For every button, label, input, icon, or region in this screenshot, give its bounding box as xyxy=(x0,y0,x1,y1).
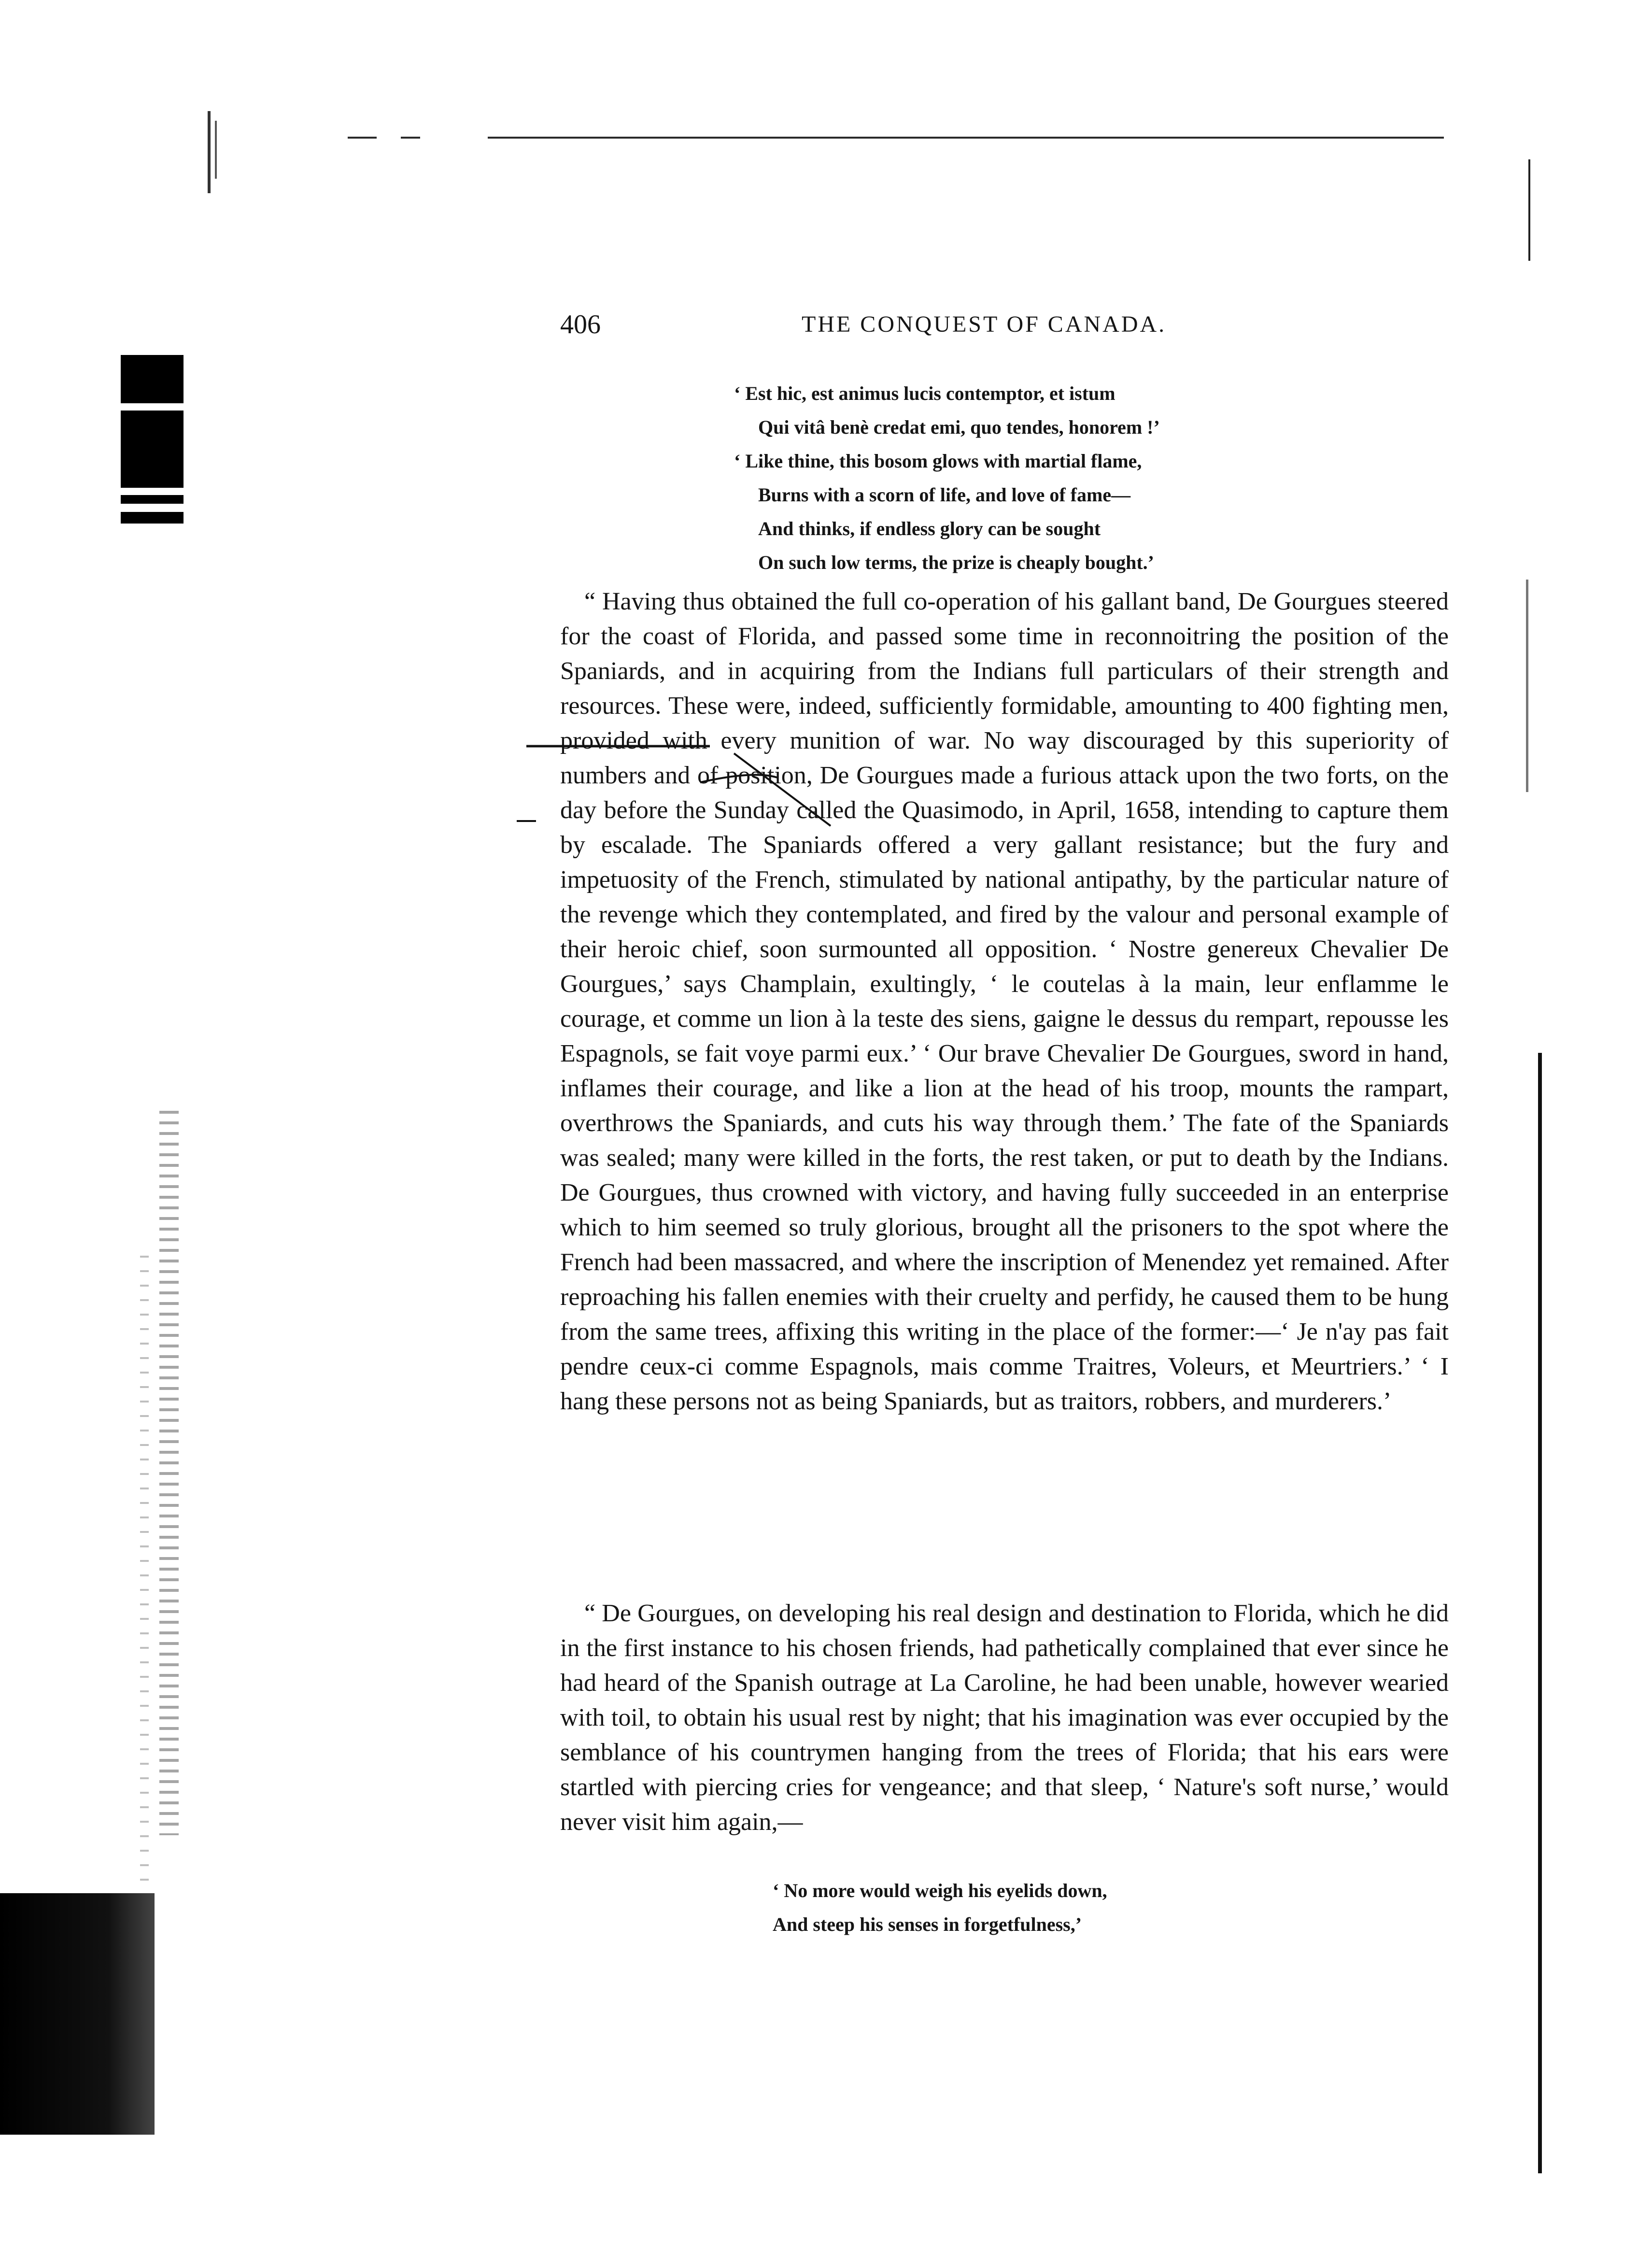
verse-line: ‘ Like thine, this bosom glows with martial flame, xyxy=(734,450,1142,472)
verse-line: ‘ No more would weigh his eyelids down, xyxy=(773,1880,1107,1901)
scan-top-rule xyxy=(488,137,1444,139)
scan-top-rule-dash xyxy=(401,137,420,139)
body-paragraph xyxy=(560,584,1449,1419)
verse-line: Burns with a scorn of life, and love of fame— xyxy=(758,484,1131,506)
left-binding-mark xyxy=(215,121,217,179)
right-edge-line xyxy=(1528,159,1530,261)
scan-edge-noise xyxy=(140,1256,149,1884)
right-edge-line xyxy=(1526,580,1528,792)
left-binding-mark xyxy=(208,111,211,193)
verse-latin xyxy=(734,377,1160,444)
scan-edge-noise xyxy=(159,1111,179,1835)
page-header xyxy=(560,309,1458,348)
scan-dark-block xyxy=(0,1893,155,2135)
verse-closing xyxy=(773,1874,1107,1941)
scan-top-rule-dash xyxy=(348,137,377,139)
page-number: 406 xyxy=(560,310,601,340)
paragraph: “ De Gourgues, on developing his real design and destination to Florida, which he did in the first instance to his chosen friends, had pathetically complained that ever since he had heard of the Spanish outrage at La Caroline, he had been unable, however wearied with toil, to obtain his usual rest by night; that his imagination was ever occupied by the semblance of his countrymen hanging from the trees of Florida; that his ears were startled with piercing cries for vengeance; and that sleep, ‘ Nature's soft nurse,’ would never visit him again,— xyxy=(560,1600,1449,1836)
right-edge-line xyxy=(1538,1053,1542,2173)
registration-bar xyxy=(121,355,184,403)
verse-english xyxy=(734,444,1154,580)
registration-bar xyxy=(121,495,184,504)
verse-line: On such low terms, the prize is cheaply bought.’ xyxy=(758,552,1154,573)
verse-line: ‘ Est hic, est animus lucis contemptor, et istum xyxy=(734,383,1115,404)
verse-line: And thinks, if endless glory can be sought xyxy=(758,518,1101,539)
verse-line: Qui vitâ benè credat emi, quo tendes, honorem !’ xyxy=(758,416,1160,438)
registration-bar xyxy=(121,411,184,488)
running-head: THE CONQUEST OF CANADA. xyxy=(802,312,1167,337)
registration-bar xyxy=(121,512,184,524)
body-paragraph xyxy=(560,1596,1449,1840)
paragraph: “ Having thus obtained the full co-operation of his gallant band, De Gourgues steered for the coast of Florida, and passed some time in reconnoitring the position of the Spaniards, and in acquiring from the Indians full particulars of their strength and resources. These were, indeed, sufficiently formidable, amounting to 400 fighting men, provided with every munition of war. No way discouraged by this superiority of numbers and of position, De Gourgues made a furious attack upon the two forts, on the day before the Sunday called the Quasimodo, in April, 1658, intending to capture them by escalade. The Spaniards offered a very gallant resistance; but the fury and impetuosity of the French, stimulated by national antipathy, by the particular nature of the revenge which they contemplated, and fired by the valour and personal example of their heroic chief, soon surmounted all opposition. ‘ Nostre genereux Chevalier De Gourgues,’ says Champlain, exultingly, ‘ le coutelas à la main, leur enflamme le courage, et comme un lion à la teste des siens, gaigne le dessus du rempart, repousse les Espagnols, se fait voye parmi eux.’ ‘ Our brave Chevalier De Gourgues, sword in hand, inflames their courage, and like a lion at the head of his troop, mounts the rampart, overthrows the Spaniards, and cuts his way through them.’ The fate of the Spaniards was sealed; many were killed in the forts, the rest taken, or put to death by the Indians. De Gourgues, thus crowned with victory, and having fully succeeded in an enterprise which to him seemed so truly glorious, brought all the prisoners to the spot where the French had been massacred, and where the inscription of Menendez yet remained. After reproaching his fallen enemies with their cruelty and perfidy, he caused them to be hung from the same trees, affixing this writing in the place of the former:—‘ Je n'ay pas fait pendre ceux-ci comme Espagnols, mais comme Traitres, Voleurs, et Meurtriers.’ ‘ I hang these persons not as being Spaniards, but as traitors, robbers, and murderers.’ xyxy=(560,588,1449,1415)
verse-line: And steep his senses in forgetfulness,’ xyxy=(773,1913,1082,1935)
